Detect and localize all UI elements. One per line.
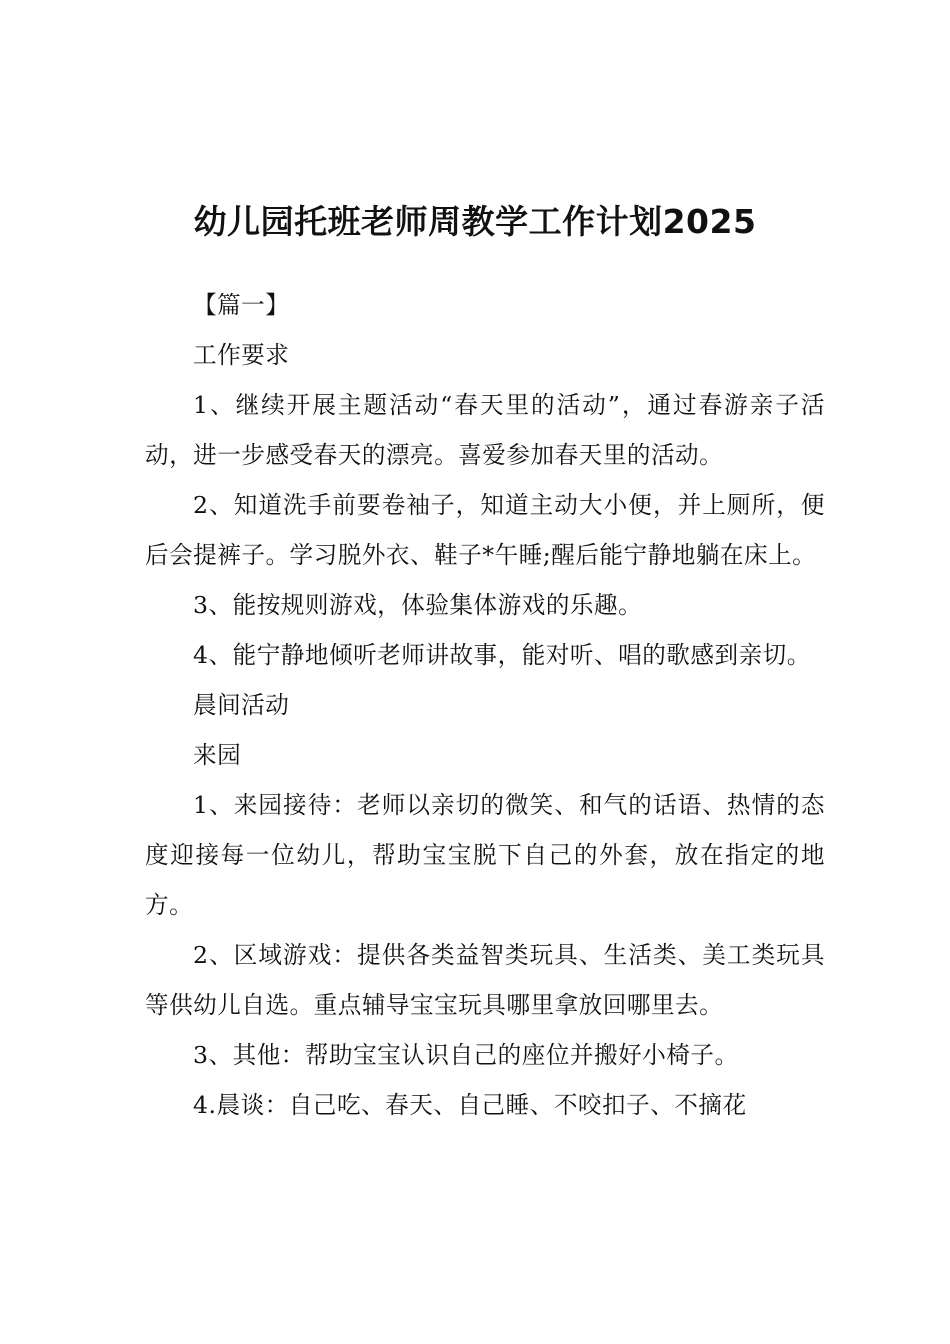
document-title: 幼儿园托班老师周教学工作计划2025	[193, 202, 757, 242]
requirement-item-3: 3、能按规则游戏，体验集体游戏的乐趣。	[193, 591, 643, 619]
section-heading-work-requirements: 工作要求	[193, 341, 290, 369]
document-body	[145, 280, 825, 1130]
section-heading-arrival: 来园	[193, 741, 242, 769]
requirement-item-1: 1、继续开展主题活动“春天里的活动”，通过春游亲子活动，进一步感受春天的漂亮。喜爱参加春天里的活动。	[145, 391, 825, 469]
arrival-item-2: 2、区域游戏：提供各类益智类玩具、生活类、美工类玩具等供幼儿自选。重点辅导宝宝玩具哪里拿放回哪里去。	[145, 941, 825, 1019]
arrival-item-1: 1、来园接待：老师以亲切的微笑、和气的话语、热情的态度迎接每一位幼儿，帮助宝宝脱下自己的外套，放在指定的地方。	[145, 791, 825, 919]
arrival-item-3: 3、其他：帮助宝宝认识自己的座位并搬好小椅子。	[193, 1041, 739, 1069]
requirement-item-4: 4、能宁静地倾听老师讲故事，能对听、唱的歌感到亲切。	[193, 641, 811, 669]
arrival-item-4: 4.晨谈：自己吃、春天、自己睡、不咬扣子、不摘花	[193, 1091, 747, 1119]
section-heading-morning-activities: 晨间活动	[193, 691, 290, 719]
requirement-item-2: 2、知道洗手前要卷袖子，知道主动大小便，并上厕所，便后会提裤子。学习脱外衣、鞋子*午睡;醒后能宁静地躺在床上。	[145, 491, 825, 569]
section-heading-part-one: 【篇一】	[193, 291, 290, 319]
